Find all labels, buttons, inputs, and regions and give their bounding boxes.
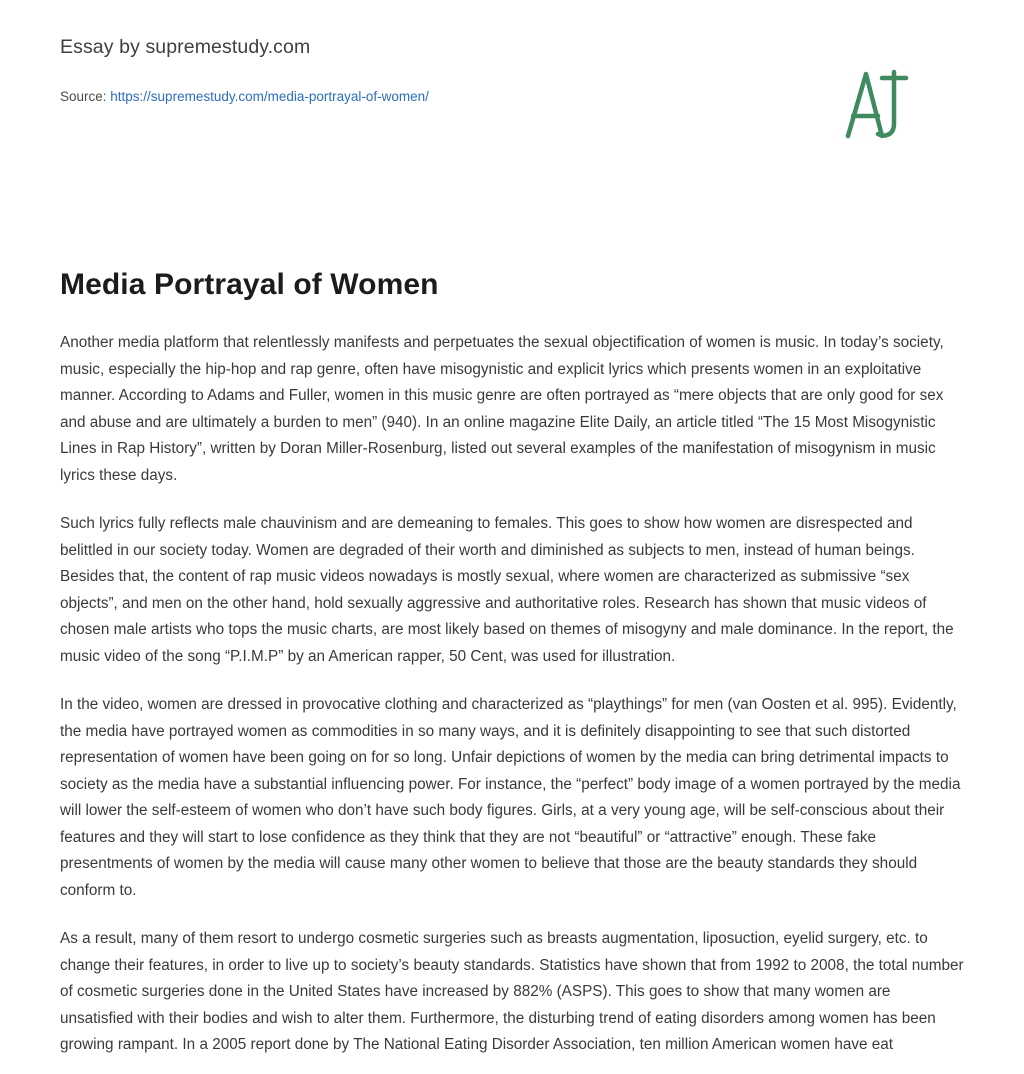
essay-by-domain: supremestudy.com <box>145 36 311 58</box>
body-paragraph: Another media platform that relentlessly manifests and perpetuates the sexual objectification of women is music. In today’s society, music, especially the hip-hop and rap genre, often have misogynistic and explicit lyrics which presents women in an exploitative manner. According to Adams and Fuller, women in this music genre are often portrayed as “mere objects that are only good for sex and abuse and are ultimately a burden to men” (940). In an online magazine Elite Daily, an article titled “The 15 Most Misogynistic Lines in Rap History”, written by Doran Miller-Rosenburg, listed out several examples of the manifestation of misogynism in music lyrics these days. <box>60 334 944 484</box>
source-label: Source: <box>60 89 111 104</box>
document-header <box>0 0 1024 150</box>
source-url-link[interactable]: https://supremestudy.com/media-portrayal-of-women/ <box>110 89 429 104</box>
essay-attribution <box>60 36 964 59</box>
supremestudy-monogram-logo-icon <box>808 58 928 154</box>
body-paragraph: Such lyrics fully reflects male chauvinism and are demeaning to females. This goes to show how women are disrespected and belittled in our society today. Women are degraded of their worth and diminished as subjects to men, instead of human beings. Besides that, the content of rap music videos nowadays is mostly sexual, where women are characterized as submissive “sex objects”, and men on the other hand, hold sexually aggressive and authoritative roles. Research has shown that music videos of chosen male artists who tops the music charts, are most likely based on themes of misogyny and male dominance. In the report, the music video of the song “P.I.M.P” by an American rapper, 50 Cent, was used for illustration. <box>60 515 954 665</box>
page-title: Media Portrayal of Women <box>60 268 439 301</box>
document-body <box>0 330 1024 1059</box>
body-paragraph: In the video, women are dressed in provocative clothing and characterized as “playthings” for men (van Oosten et al. 995). Evidently, the media have portrayed women as commodities in so many ways, and it is definitely disappointing to see that such distorted representation of women have been going on for so long. Unfair depictions of women by the media can bring detrimental impacts to society as the media have a substantial influencing power. For instance, the “perfect” body image of a women portrayed by the media will lower the self-esteem of women who don’t have such body figures. Girls, at a very young age, will be self-conscious about their features and they will start to lose confidence as they think that they are not “beautiful” or “attractive” enough. These fake presentments of women by the media will cause many other women to believe that those are the beauty standards they should conform to. <box>60 696 961 899</box>
essay-by-prefix: Essay by <box>60 36 146 58</box>
body-paragraph: As a result, many of them resort to undergo cosmetic surgeries such as breasts augmentation, liposuction, eyelid surgery, etc. to change their features, in order to live up to society’s beauty standards. Statistics have shown that from 1992 to 2008, the total number of cosmetic surgeries done in the United States have increased by 882% (ASPS). This goes to show that many women are unsatisfied with their bodies and wish to alter them. Furthermore, the disturbing trend of eating disorders among women has been growing rampant. In a 2005 report done by The National Eating Disorder Association, ten million American women have eat <box>60 930 964 1053</box>
